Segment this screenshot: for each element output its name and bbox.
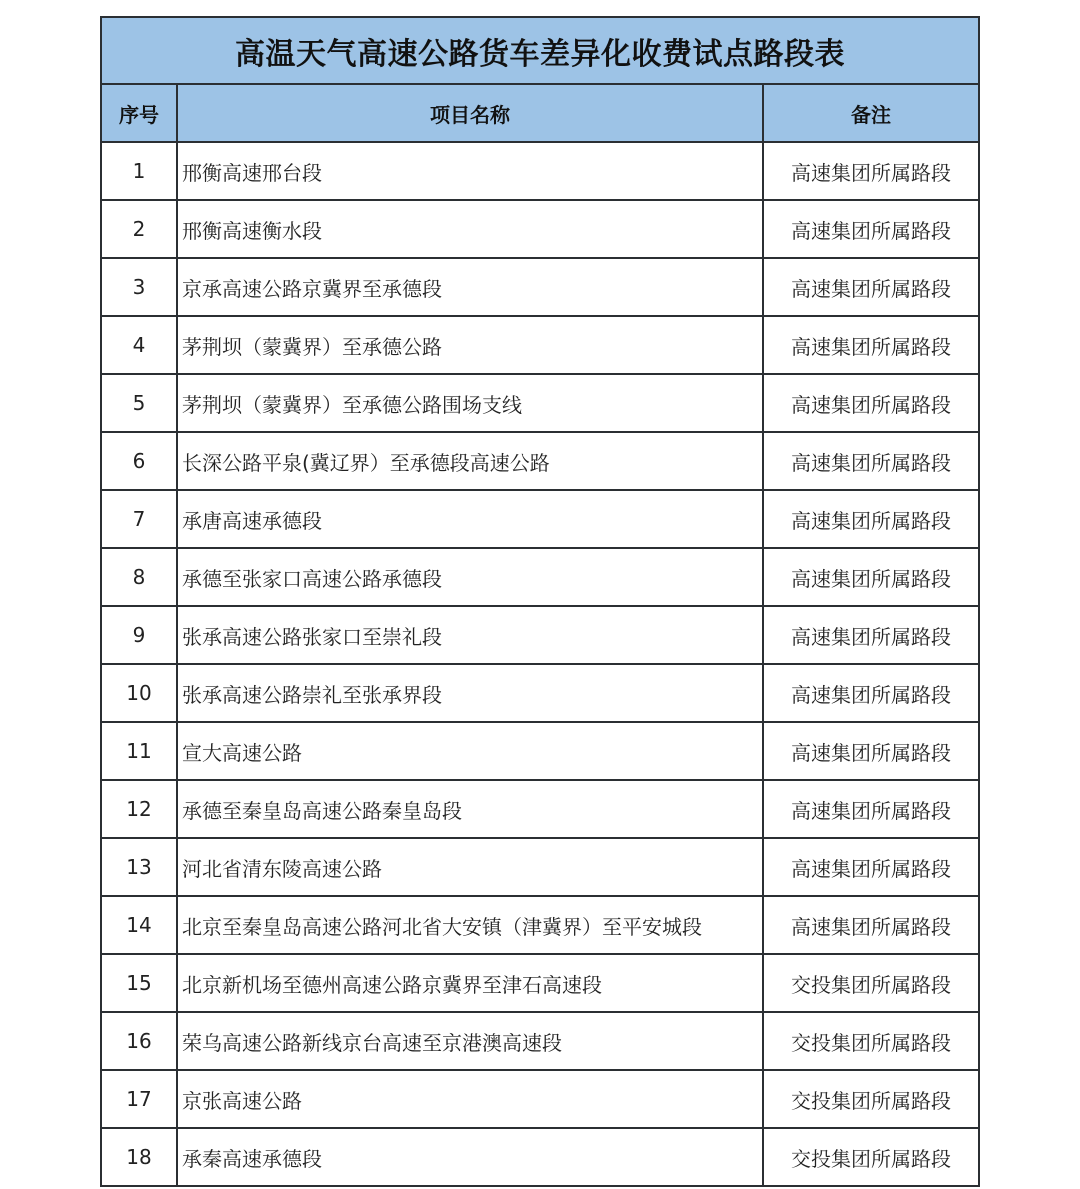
project-name-cell: 茅荆坝（蒙冀界）至承德公路围场支线: [177, 374, 763, 432]
project-name-cell: 长深公路平泉(冀辽界）至承德段高速公路: [177, 432, 763, 490]
table-row: [101, 780, 979, 838]
remarks-cell: 交投集团所属路段: [763, 1070, 979, 1128]
table-row: [101, 722, 979, 780]
project-name-cell: 宣大高速公路: [177, 722, 763, 780]
project-name-cell: 茅荆坝（蒙冀界）至承德公路: [177, 316, 763, 374]
project-name-cell: 北京至秦皇岛高速公路河北省大安镇（津冀界）至平安城段: [177, 896, 763, 954]
column-header-serial-number: 序号: [101, 84, 177, 142]
table-row: [101, 374, 979, 432]
project-name-cell: 京承高速公路京冀界至承德段: [177, 258, 763, 316]
project-name-cell: 河北省清东陵高速公路: [177, 838, 763, 896]
serial-number-cell: 5: [101, 374, 177, 432]
remarks-cell: 高速集团所属路段: [763, 142, 979, 200]
remarks-cell: 高速集团所属路段: [763, 722, 979, 780]
table-body: [101, 142, 979, 1186]
serial-number-cell: 8: [101, 548, 177, 606]
serial-number-cell: 12: [101, 780, 177, 838]
remarks-cell: 交投集团所属路段: [763, 954, 979, 1012]
remarks-cell: 高速集团所属路段: [763, 258, 979, 316]
serial-number-cell: 11: [101, 722, 177, 780]
table-row: [101, 548, 979, 606]
remarks-cell: 高速集团所属路段: [763, 316, 979, 374]
table-title: 高温天气高速公路货车差异化收费试点路段表: [101, 17, 979, 84]
table-row: [101, 1012, 979, 1070]
remarks-cell: 高速集团所属路段: [763, 896, 979, 954]
serial-number-cell: 15: [101, 954, 177, 1012]
project-name-cell: 邢衡高速衡水段: [177, 200, 763, 258]
serial-number-cell: 13: [101, 838, 177, 896]
table-row: [101, 1070, 979, 1128]
remarks-cell: 交投集团所属路段: [763, 1128, 979, 1186]
table-row: [101, 606, 979, 664]
table-row: [101, 664, 979, 722]
project-name-cell: 承德至张家口高速公路承德段: [177, 548, 763, 606]
column-header-remarks: 备注: [763, 84, 979, 142]
remarks-cell: 高速集团所属路段: [763, 664, 979, 722]
project-name-cell: 荣乌高速公路新线京台高速至京港澳高速段: [177, 1012, 763, 1070]
remarks-cell: 交投集团所属路段: [763, 1012, 979, 1070]
serial-number-cell: 14: [101, 896, 177, 954]
project-name-cell: 张承高速公路崇礼至张承界段: [177, 664, 763, 722]
table-title-row: [101, 17, 979, 84]
serial-number-cell: 1: [101, 142, 177, 200]
remarks-cell: 高速集团所属路段: [763, 548, 979, 606]
table-row: [101, 258, 979, 316]
project-name-cell: 京张高速公路: [177, 1070, 763, 1128]
table-row: [101, 200, 979, 258]
remarks-cell: 高速集团所属路段: [763, 780, 979, 838]
remarks-cell: 高速集团所属路段: [763, 200, 979, 258]
table-row: [101, 838, 979, 896]
serial-number-cell: 4: [101, 316, 177, 374]
remarks-cell: 高速集团所属路段: [763, 374, 979, 432]
serial-number-cell: 3: [101, 258, 177, 316]
table-row: [101, 142, 979, 200]
serial-number-cell: 9: [101, 606, 177, 664]
project-name-cell: 承德至秦皇岛高速公路秦皇岛段: [177, 780, 763, 838]
table-header-row: [101, 84, 979, 142]
serial-number-cell: 17: [101, 1070, 177, 1128]
remarks-cell: 高速集团所属路段: [763, 432, 979, 490]
project-name-cell: 北京新机场至德州高速公路京冀界至津石高速段: [177, 954, 763, 1012]
serial-number-cell: 2: [101, 200, 177, 258]
project-name-cell: 邢衡高速邢台段: [177, 142, 763, 200]
remarks-cell: 高速集团所属路段: [763, 606, 979, 664]
remarks-cell: 高速集团所属路段: [763, 838, 979, 896]
serial-number-cell: 7: [101, 490, 177, 548]
toll-pilot-section-table: [100, 16, 980, 1187]
table-row: [101, 1128, 979, 1186]
serial-number-cell: 6: [101, 432, 177, 490]
serial-number-cell: 16: [101, 1012, 177, 1070]
table-row: [101, 954, 979, 1012]
table-row: [101, 316, 979, 374]
serial-number-cell: 18: [101, 1128, 177, 1186]
column-header-project-name: 项目名称: [177, 84, 763, 142]
project-name-cell: 承秦高速承德段: [177, 1128, 763, 1186]
table-row: [101, 896, 979, 954]
table-row: [101, 490, 979, 548]
project-name-cell: 张承高速公路张家口至崇礼段: [177, 606, 763, 664]
remarks-cell: 高速集团所属路段: [763, 490, 979, 548]
serial-number-cell: 10: [101, 664, 177, 722]
table-row: [101, 432, 979, 490]
project-name-cell: 承唐高速承德段: [177, 490, 763, 548]
